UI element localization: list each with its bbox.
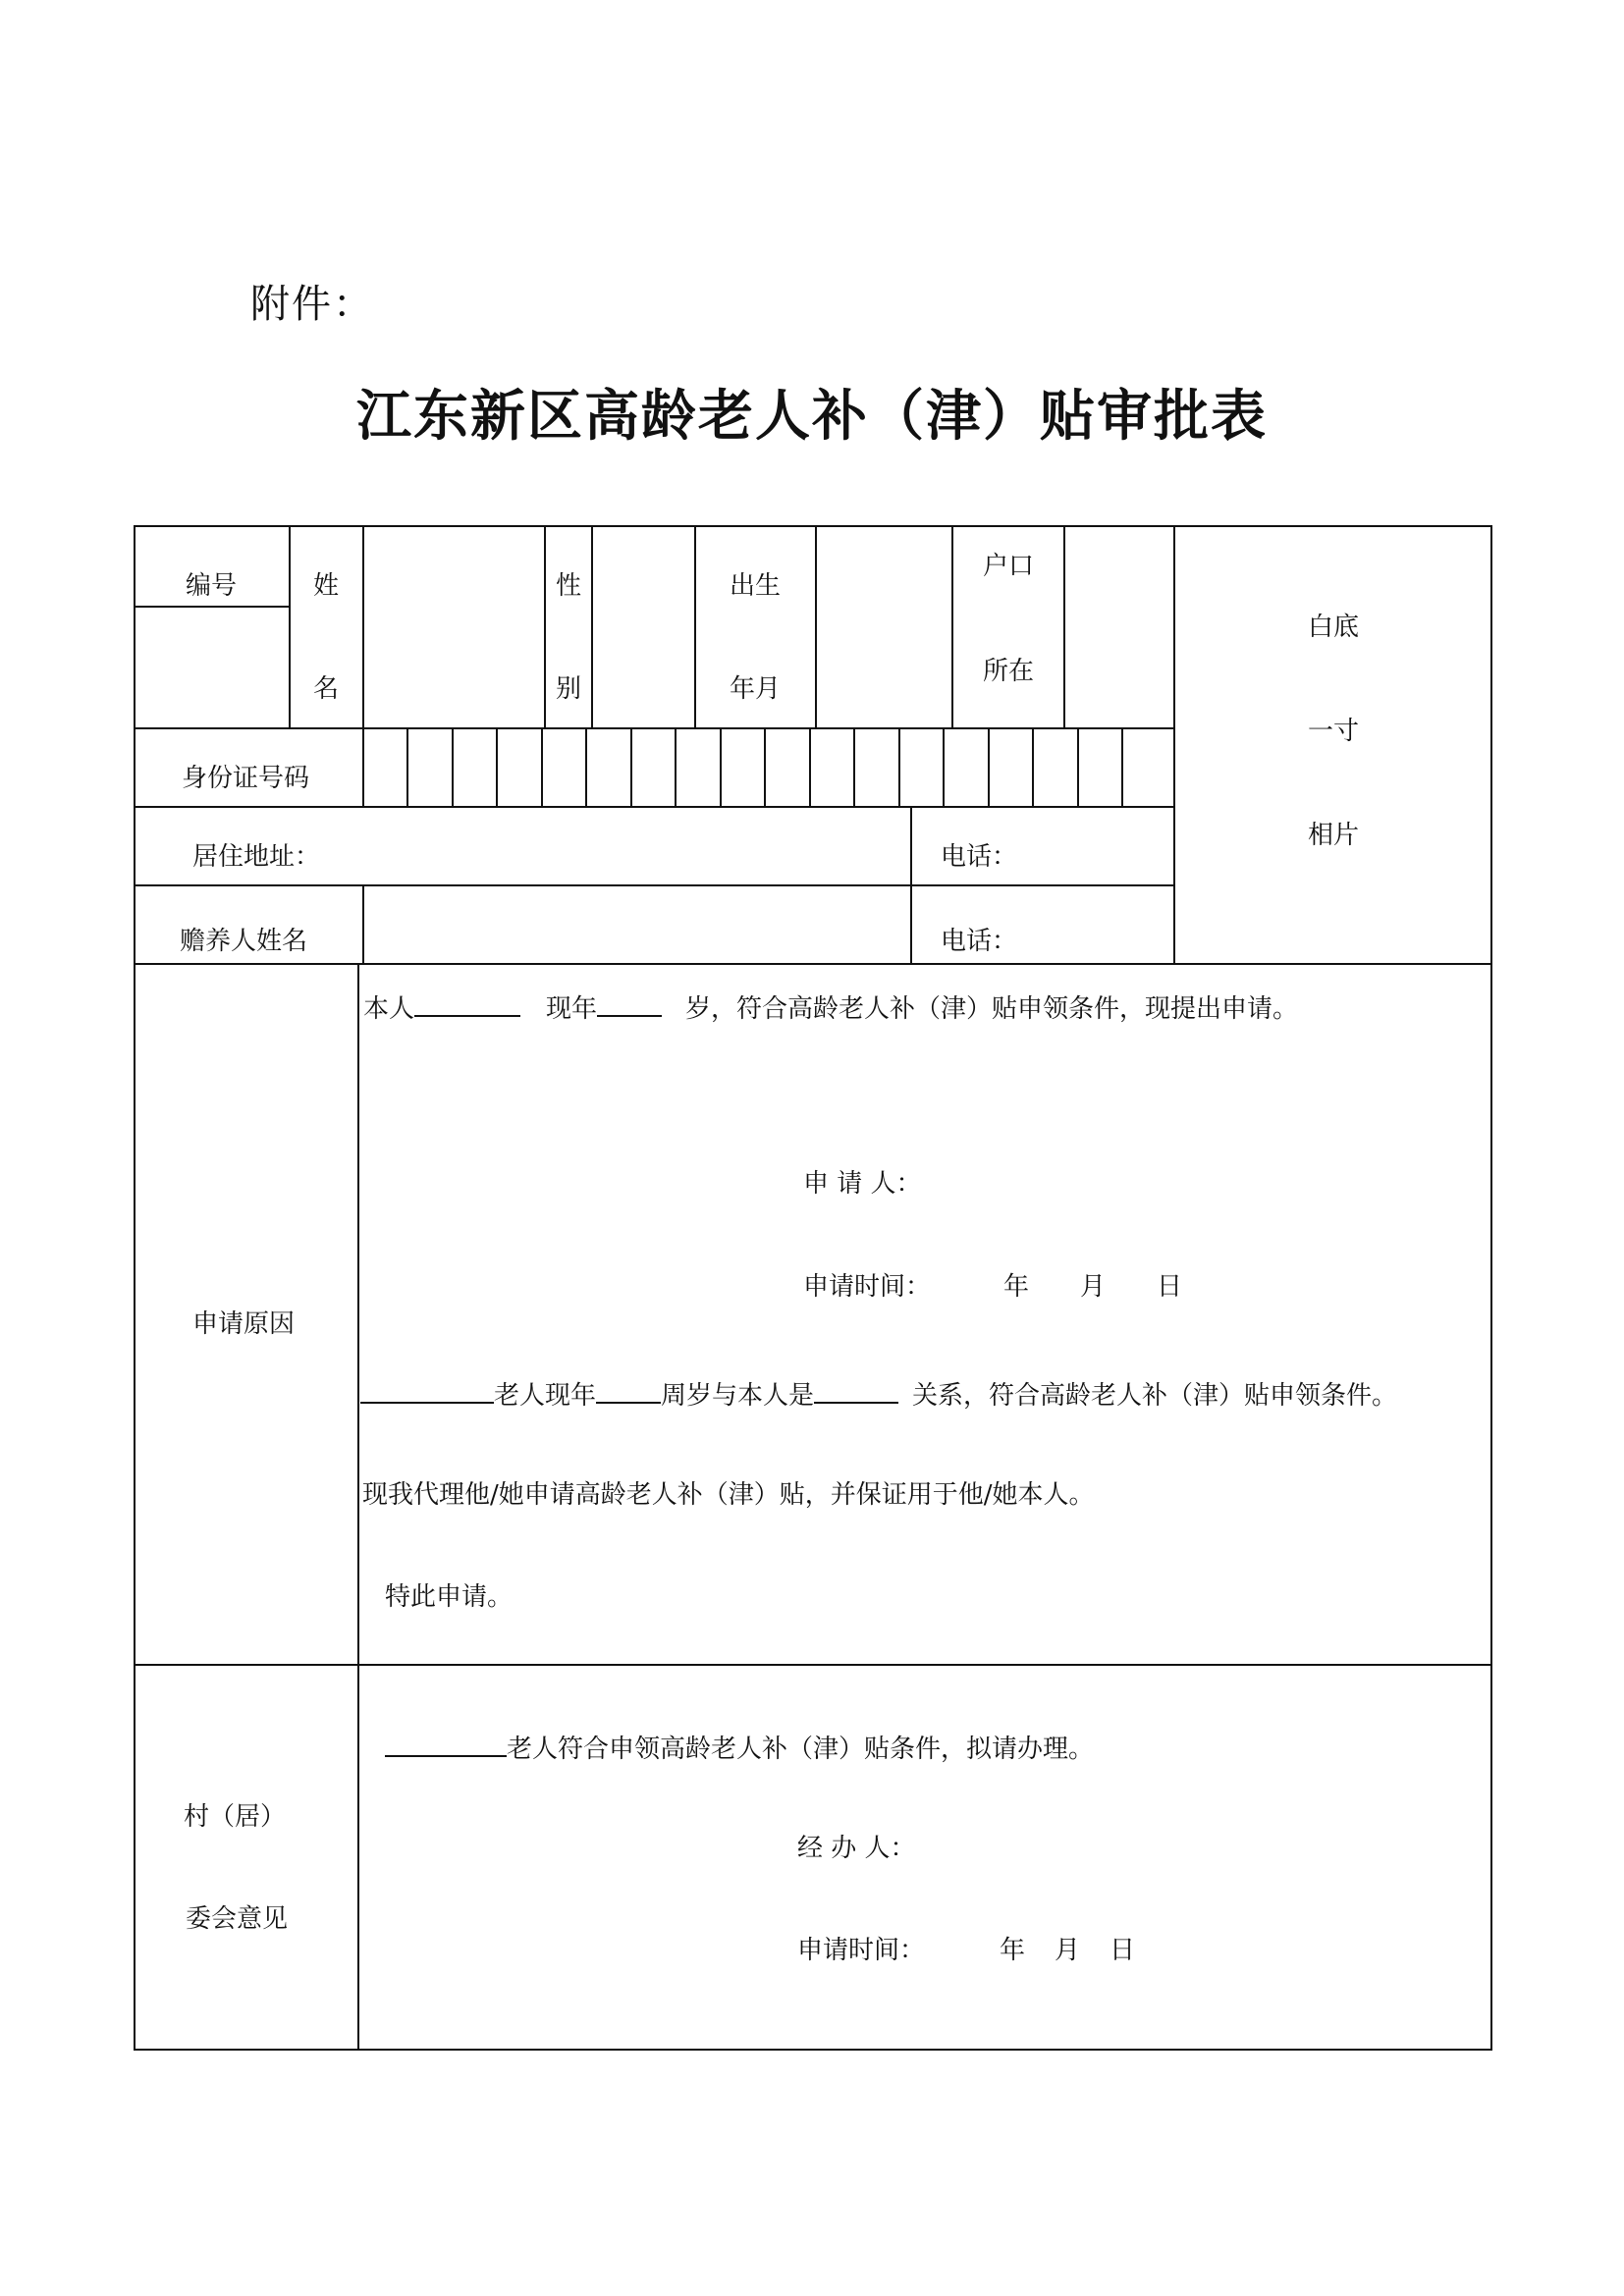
- committee-statement: 老人符合申领高龄老人补（津）贴条件，拟请办理。: [507, 1735, 1095, 1764]
- committee-label-top: 村（居）: [184, 1802, 287, 1832]
- photo-label-1: 白底: [1308, 613, 1360, 642]
- photo-label-3: 相片: [1308, 821, 1360, 850]
- application-time-label: 申请时间：: [803, 1272, 932, 1302]
- line1-age-label: 现年: [546, 994, 598, 1024]
- household-label-top: 户口: [983, 552, 1035, 581]
- proxy-relation-label: 周岁与本人是: [661, 1381, 815, 1411]
- supporter-phone-label: 电话：: [941, 927, 1018, 956]
- committee-month: 月: [1055, 1936, 1081, 1965]
- committee-label-bottom: 委会意见: [186, 1904, 289, 1934]
- proxy-line-2: 现我代理他/她申请高龄老人补（津）贴，并保证用于他/她本人。: [362, 1480, 1095, 1510]
- name-label-top: 姓: [313, 571, 340, 601]
- gender-label-bottom: 别: [556, 674, 582, 704]
- committee-time-row: [797, 1936, 1135, 1965]
- proxy-statement: 关系，符合高龄老人补（津）贴申领条件。: [912, 1381, 1398, 1411]
- committee-statement-line: [385, 1730, 1094, 1764]
- serial-label: 编号: [186, 571, 238, 601]
- proxy-age-label: 老人现年: [494, 1381, 597, 1411]
- name-blank[interactable]: [414, 989, 520, 1017]
- elder-age-blank[interactable]: [596, 1376, 661, 1404]
- application-line-1: [363, 989, 1298, 1024]
- name-label-bottom: 名: [313, 674, 340, 704]
- elder-name-blank[interactable]: [360, 1376, 494, 1404]
- household-label-bottom: 所在: [983, 657, 1035, 686]
- line1-self: 本人: [363, 994, 415, 1024]
- committee-time-label: 申请时间：: [797, 1936, 926, 1965]
- committee-elder-name-blank[interactable]: [385, 1730, 507, 1757]
- application-section-label: 申请原因: [192, 1309, 296, 1339]
- address-phone-label: 电话：: [941, 842, 1018, 872]
- birth-label-bottom: 年月: [730, 674, 782, 704]
- annex-label: 附件：: [250, 282, 374, 327]
- supporter-name-label: 赡养人姓名: [180, 927, 308, 956]
- birth-label-top: 出生: [730, 571, 782, 601]
- application-year: 年: [1003, 1272, 1030, 1302]
- committee-year: 年: [1000, 1936, 1026, 1965]
- age-blank[interactable]: [597, 989, 662, 1017]
- committee-day: 日: [1110, 1936, 1136, 1965]
- closing-text: 特此申请。: [385, 1582, 514, 1612]
- gender-label-top: 性: [556, 571, 582, 601]
- applicant-label: 申 请 人：: [803, 1169, 922, 1199]
- address-label: 居住地址：: [192, 842, 321, 872]
- form-title: 江东新区高龄老人补（津）贴审批表: [356, 384, 1268, 449]
- line1-statement: 岁，符合高龄老人补（津）贴申领条件，现提出申请。: [685, 994, 1299, 1024]
- application-day: 日: [1157, 1272, 1183, 1302]
- relation-blank[interactable]: [814, 1376, 898, 1404]
- handler-label: 经 办 人：: [797, 1834, 916, 1863]
- application-month: 月: [1080, 1272, 1107, 1302]
- proxy-line-1: [360, 1376, 1397, 1411]
- photo-label-2: 一寸: [1308, 717, 1360, 746]
- application-time-row: [803, 1272, 1182, 1302]
- id-number-label: 身份证号码: [182, 764, 310, 793]
